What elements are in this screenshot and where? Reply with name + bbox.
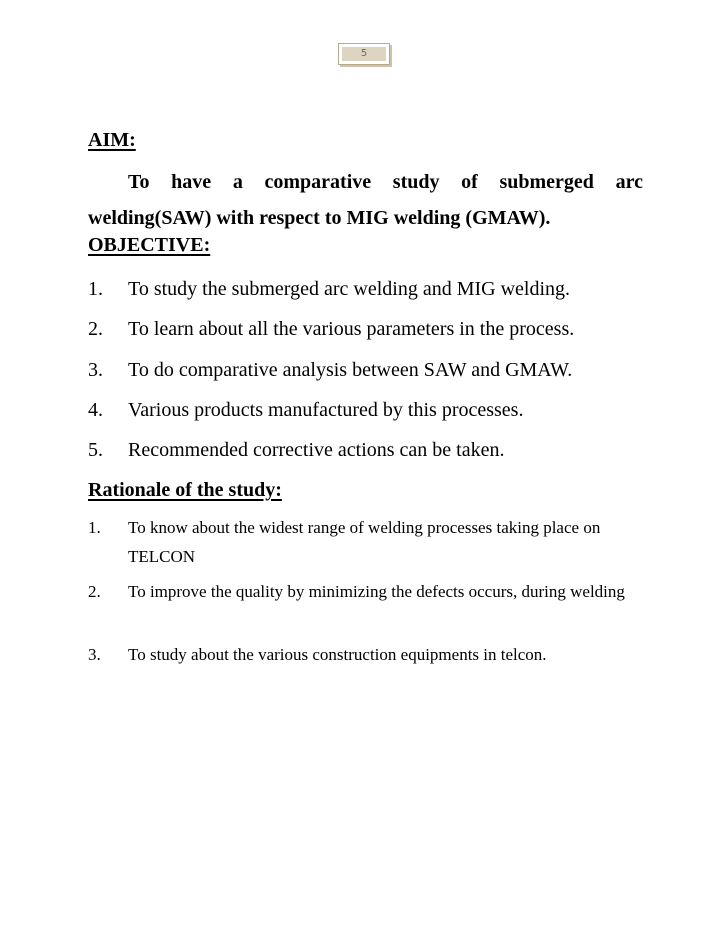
- aim-line-2: welding(SAW) with respect to MIG welding (GMAW).: [88, 207, 551, 229]
- rationale-item-text: To know about the widest range of welding processes taking place on TELCON: [128, 518, 601, 566]
- objective-item-text: To learn about all the various parameters in the process.: [128, 318, 575, 340]
- objective-item: [88, 358, 572, 382]
- objective-item-text: To do comparative analysis between SAW and GMAW.: [128, 359, 573, 381]
- rationale-heading: Rationale of the study:: [88, 479, 282, 501]
- page-number-badge: [338, 43, 390, 65]
- aim-heading: AIM:: [88, 129, 136, 151]
- objective-item-text: Various products manufactured by this processes.: [128, 399, 524, 421]
- objective-item: [88, 277, 570, 301]
- rationale-item: [88, 577, 648, 606]
- objective-item-number: 1.: [88, 278, 103, 300]
- objective-item-text: To study the submerged arc welding and MIG welding.: [128, 278, 571, 300]
- rationale-item: [88, 640, 648, 669]
- aim-paragraph: [88, 164, 643, 236]
- rationale-item-number: 1.: [88, 518, 101, 537]
- rationale-item-text: To improve the quality by minimizing the defects occurs, during welding: [128, 582, 625, 601]
- objective-item-text: Recommended corrective actions can be taken.: [128, 439, 505, 461]
- objective-item: [88, 398, 523, 422]
- objective-item-number: 3.: [88, 359, 103, 381]
- objective-heading: OBJECTIVE:: [88, 234, 211, 256]
- objective-item: [88, 438, 505, 462]
- objective-item-number: 2.: [88, 318, 103, 340]
- page-number: 5: [342, 47, 386, 61]
- objective-item: [88, 317, 574, 341]
- objective-item-number: 5.: [88, 439, 103, 461]
- aim-line-1: To have a comparative study of submerged arc: [128, 171, 643, 193]
- rationale-item-number: 3.: [88, 645, 101, 664]
- rationale-item-number: 2.: [88, 582, 101, 601]
- objective-item-number: 4.: [88, 399, 103, 421]
- rationale-item-text: To study about the various construction equipments in telcon.: [128, 645, 547, 664]
- rationale-item: [88, 513, 648, 571]
